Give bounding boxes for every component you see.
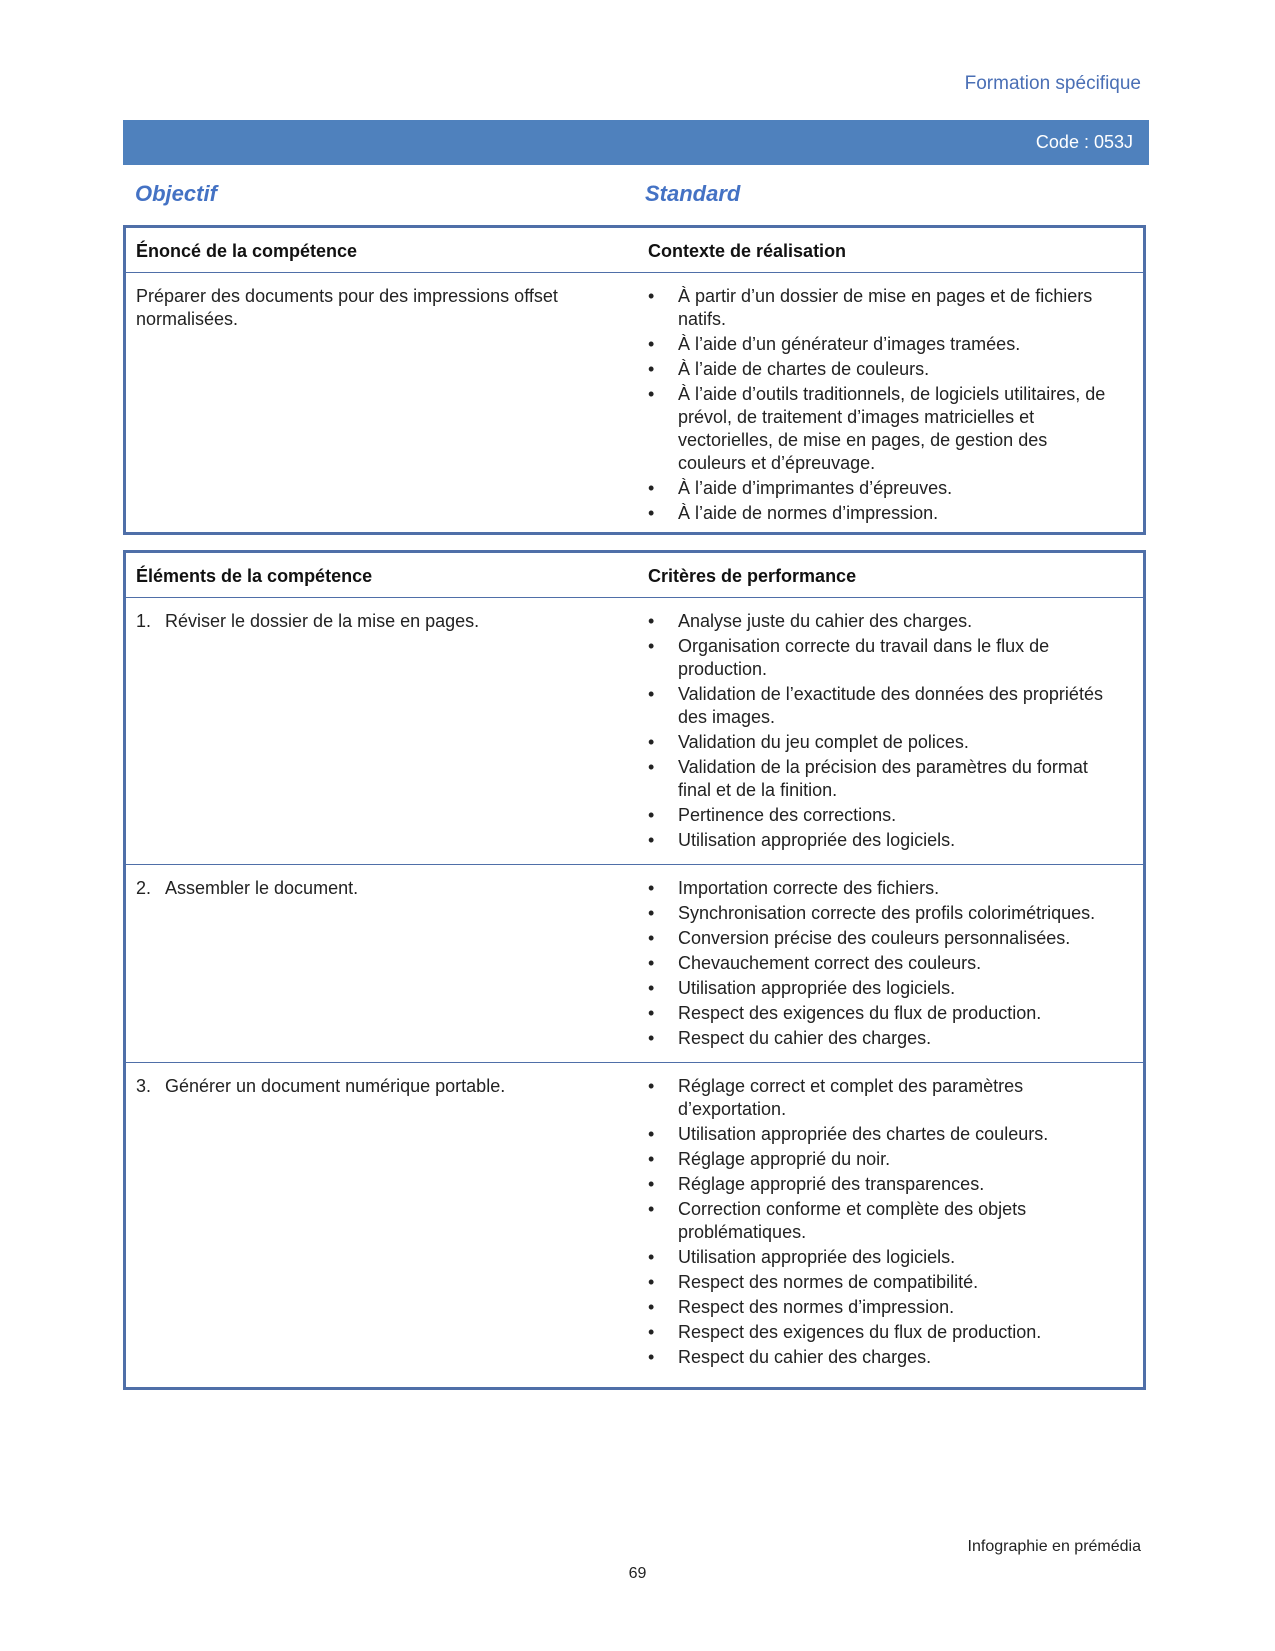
list-item: • Validation de l’exactitude des données des propriétés des images. [648,683,1118,729]
elements-criteria-table [123,550,1146,1390]
list-item: • Utilisation appropriée des chartes de couleurs. [648,1123,1118,1146]
list-item: • Importation correcte des fichiers. [648,877,1118,900]
competence-statement: Préparer des documents pour des impressions offset normalisées. [136,286,558,329]
objectif-title: Objectif [135,181,217,206]
table-row [126,1062,1143,1381]
list-item: • Réglage approprié du noir. [648,1148,1118,1171]
list-item: • À l’aide d’outils traditionnels, de logiciels utilitaires, de prévol, de traitement d’images matricielles et vectorielles, de mise en pages, de gestion des couleurs et d’épreuvage. [648,383,1118,475]
table-header [126,228,1143,273]
column-header-enonce: Énoncé de la compétence [136,241,358,261]
list-item: • Respect des normes de compatibilité. [648,1271,1118,1294]
contexte-list [648,273,1118,537]
list-item: • À l’aide de chartes de couleurs. [648,358,1118,381]
criteria-list [648,865,1118,1062]
criteria-list [648,598,1118,864]
list-item: • Validation de la précision des paramètres du format final et de la finition. [648,756,1118,802]
element-number: 2. [136,878,152,898]
table-header [126,553,1143,598]
competency-code: Code : 053J [1035,132,1133,152]
element-number: 3. [136,1076,152,1096]
element-2 [136,877,626,900]
list-item: • Validation du jeu complet de polices. [648,731,1118,754]
list-item: • Respect des exigences du flux de production. [648,1002,1118,1025]
list-item: • Organisation correcte du travail dans le flux de production. [648,635,1118,681]
list-item: • Conversion précise des couleurs personnalisées. [648,927,1118,950]
competence-context-table [123,225,1146,535]
list-item: • Synchronisation correcte des profils colorimétriques. [648,902,1118,925]
standard-title: Standard [645,181,741,206]
element-3 [136,1075,626,1098]
list-item: • Respect du cahier des charges. [648,1346,1118,1369]
section-titles [135,181,1135,209]
page-number: 69 [628,1565,647,1582]
code-bar [123,120,1149,165]
list-item: • Correction conforme et complète des objets problématiques. [648,1198,1118,1244]
list-item: • Respect des normes d’impression. [648,1296,1118,1319]
list-item: • À l’aide d’un générateur d’images tramées. [648,333,1118,356]
list-item: • Réglage correct et complet des paramètres d’exportation. [648,1075,1118,1121]
list-item: • Utilisation appropriée des logiciels. [648,977,1118,1000]
document-section-label: Formation spécifique [964,73,1141,94]
criteria-list [648,1063,1118,1381]
element-number: 1. [136,611,152,631]
list-item: • Chevauchement correct des couleurs. [648,952,1118,975]
element-1 [136,610,626,633]
list-item: • Respect des exigences du flux de production. [648,1321,1118,1344]
footer-program-label: Infographie en prémédia [967,1538,1141,1555]
column-header-contexte: Contexte de réalisation [648,241,847,261]
list-item: • Respect du cahier des charges. [648,1027,1118,1050]
list-item: • Analyse juste du cahier des charges. [648,610,1118,633]
list-item: • Utilisation appropriée des logiciels. [648,829,1118,852]
element-text: Assembler le document. [165,878,359,898]
column-header-criteres: Critères de performance [648,566,857,586]
list-item: • Pertinence des corrections. [648,804,1118,827]
table-row [126,864,1143,1062]
list-item: • Réglage approprié des transparences. [648,1173,1118,1196]
list-item: • À partir d’un dossier de mise en pages et de fichiers natifs. [648,285,1118,331]
list-item: • Utilisation appropriée des logiciels. [648,1246,1118,1269]
list-item: • À l’aide d’imprimantes d’épreuves. [648,477,1118,500]
element-text: Réviser le dossier de la mise en pages. [165,611,480,631]
table-row [126,273,1143,537]
element-text: Générer un document numérique portable. [165,1076,506,1096]
list-item: • À l’aide de normes d’impression. [648,502,1118,525]
table-row [126,598,1143,864]
column-header-elements: Éléments de la compétence [136,566,373,586]
